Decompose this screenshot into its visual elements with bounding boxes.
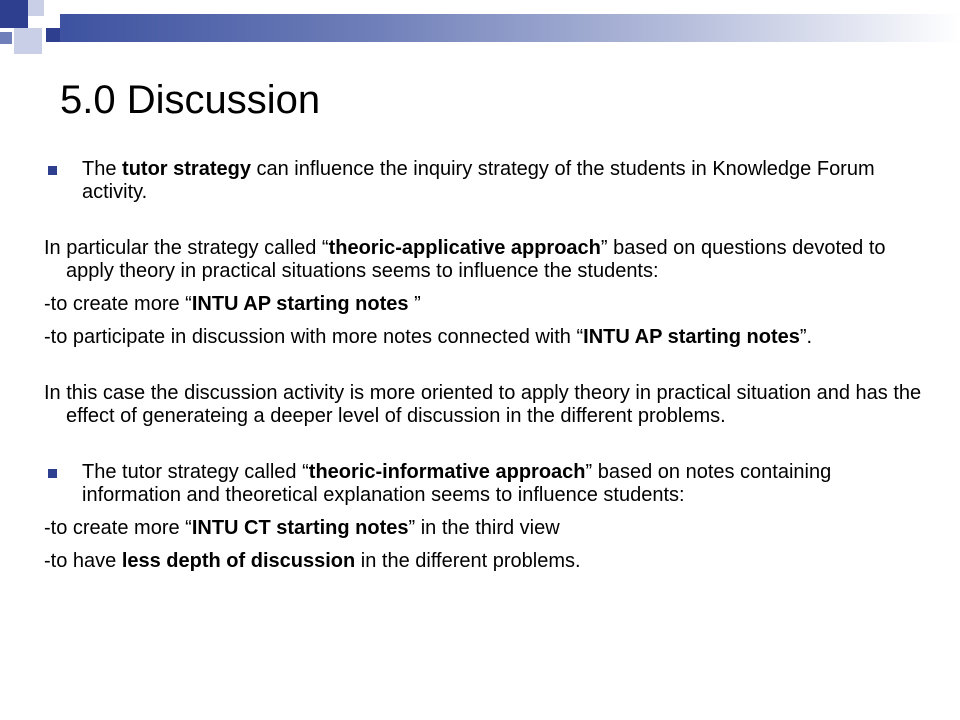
decor-square xyxy=(46,28,60,42)
square-bullet-icon xyxy=(48,166,57,175)
line-participate: -to participate in discussion with more notes connected with “INTU AP starting notes”. xyxy=(44,326,813,348)
slide-title: 5.0 Discussion xyxy=(60,78,321,122)
square-bullet-icon xyxy=(48,469,57,478)
paragraph-case: In this case the discussion activity is more oriented to apply theory in practical situation and has the effect of generateing a deeper level of discussion in the different problems. xyxy=(44,382,922,427)
bullet-item-informative: The tutor strategy called “theoric-informative approach” based on notes containing information and theoretical explanation seems to influence students: xyxy=(44,461,924,507)
decor-square xyxy=(0,32,12,44)
decor-square xyxy=(14,28,42,54)
slide-body xyxy=(44,158,924,573)
line-create-notes: -to create more “INTU AP starting notes ” xyxy=(44,293,421,315)
paragraph-applicative: In particular the strategy called “theoric-applicative approach” based on questions devoted to apply theory in practical situations seems to influence the students: xyxy=(44,237,886,282)
bullet-item-tutor-strategy: The tutor strategy can influence the inquiry strategy of the students in Knowledge Forum activity. xyxy=(44,158,924,204)
decor-square xyxy=(28,0,44,16)
line-less-depth: -to have less depth of discussion in the different problems. xyxy=(44,550,581,572)
decor-square xyxy=(0,0,28,28)
header-gradient-band xyxy=(60,14,960,42)
line-create-ct-notes: -to create more “INTU CT starting notes” in the third view xyxy=(44,517,560,539)
